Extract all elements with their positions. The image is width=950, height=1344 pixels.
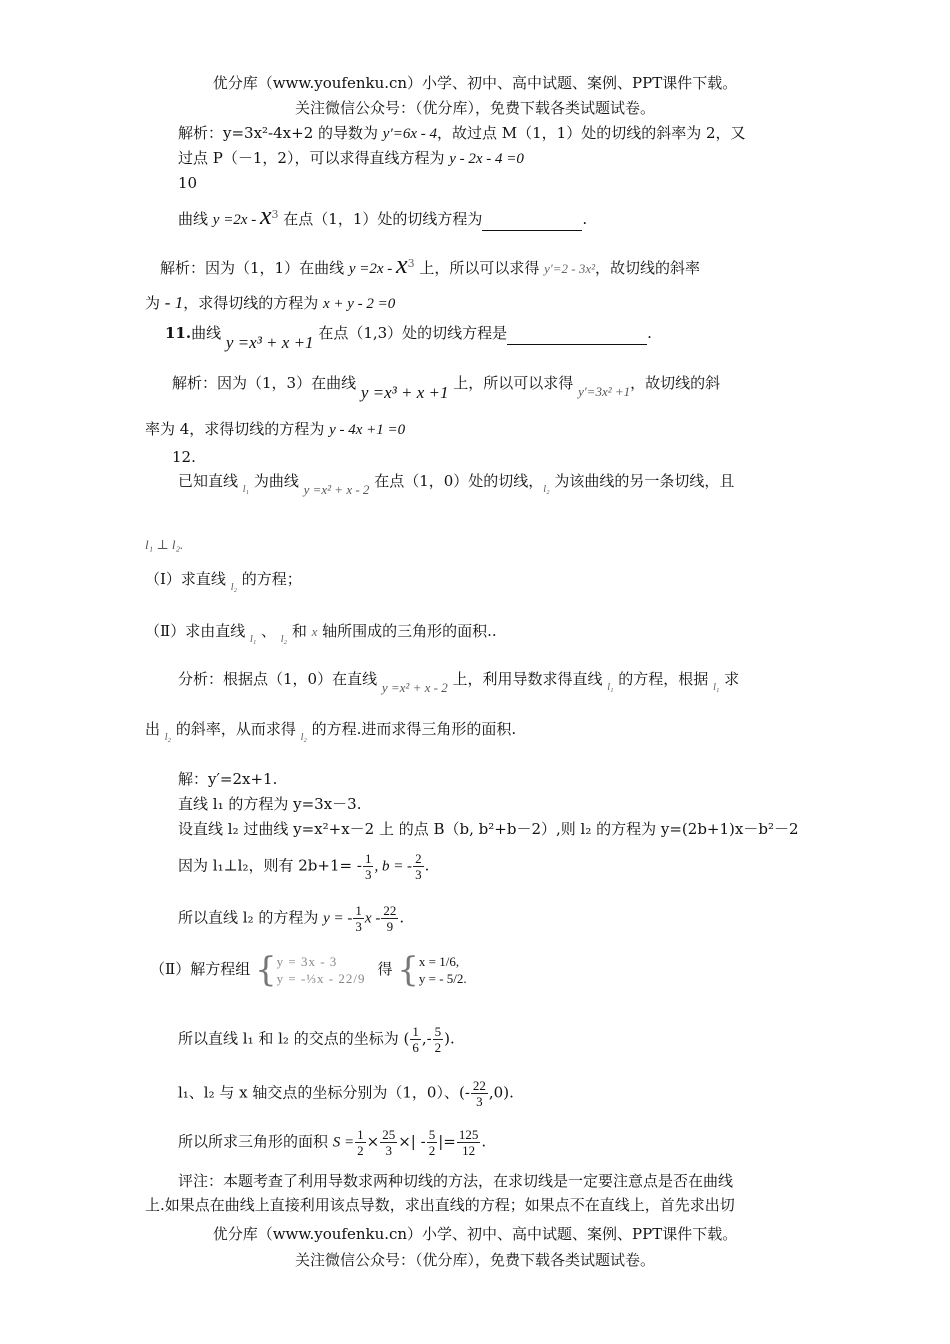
p10-number: 10 [178,174,198,192]
sol-intersection: 所以直线 l₁ 和 l₂ 的交点的坐标为 ( $\frac{1}{6}$ ,- $\frac{5}{2}$ ). [178,1024,455,1055]
sol-line5: 所以直线 l₂ 的方程为 y = - $\frac{1}{3}$ x - $\frac{22}{9}$ . [178,903,405,934]
sol-line4: 因为 l₁⊥l₂，则有 2b+1= - $\frac{1}{3}$ , b = - $\frac{2}{3}$ . [178,851,430,882]
p10-analysis-line2: 为 - 1，求得切线的方程为 x + y - 2 =0 [145,293,396,312]
sol-line2: 直线 l₁ 的方程为 y=3x－3. [178,795,362,813]
p11-analysis-line1: 解析：因为（1，3）在曲线 y =x³ + x +1 上，所以可以求得 y′=3x² +1，故切线的斜 [172,374,721,402]
comment-line1: 评注：本题考查了利用导数求两种切线的方法，在求切线是一定要注意点是否在曲线 [178,1172,734,1190]
equation-system-faded: y = 3x - 3 y = -⅓x - 22/9 [276,954,366,986]
fraction: $\frac{1}{2}$ [357,1127,364,1158]
fraction: $\frac{125}{12}$ [458,1127,479,1158]
fraction: $\frac{5}{2}$ [428,1127,436,1158]
fraction: $\frac{25}{3}$ [382,1127,396,1158]
p12-part2: （Ⅱ）求由直线 $_{l_1}$ 、 $_{l_2}$ 和 x 轴所围成的三角形的面积.. [145,622,497,645]
equation-system-solution: x = 1/6, y = - 5/2. [418,954,467,986]
p10-analysis-line1: 解析：因为（1，1）在曲线 $y =2x - x^3$ 上，所以可以求得 y′=2 - 3x²，故切线的斜率 [160,250,701,279]
header-line-2: 关注微信公众号：（优分库），免费下载各类试题试卷。 [294,99,655,117]
fraction: $\frac{22}{9}$ [383,903,397,934]
p12-question-line1: 已知直线 $_{l_1}$ 为曲线 y =x² + x - 2 在点（1，0）处的切线，$_{l_2}$ 为该曲线的另一条切线，且 [178,472,735,497]
answer-blank[interactable] [507,322,647,345]
p12-analysis-line2: 出 $_{l_2}$ 的斜率，从而求得 $_{l_2}$ 的方程.进而求得三角形的面积. [145,720,517,743]
p12-part1: （Ⅰ）求直线 $_{l_2}$ 的方程； [145,570,302,593]
footer-line-2: 关注微信公众号：（优分库），免费下载各类试题试卷。 [294,1251,655,1269]
sol-axis-points: l₁、l₂ 与 x 轴交点的坐标分别为（1，0）、(- $\frac{22}{3}$ ,0). [178,1078,514,1109]
comment-line2: 上.如果点在曲线上直接利用该点导数，求出直线的方程；如果点不在直线上，首先求出切 [145,1196,735,1214]
sol-line3: 设直线 l₂ 过曲线 y=x²+x－2 上 的点 B（b, b²+b－2）,则 l₂ 的方程为 y=(2b+1)x－b²－2 [178,820,799,838]
p11-question: 11.曲线 y =x³ + x +1 在点（1,3）处的切线方程是 . [165,324,652,352]
fraction: $\frac{5}{2}$ [434,1024,442,1055]
sol-line1: 解：y′=2x+1. [178,770,278,788]
fraction: $\frac{1}{6}$ [412,1024,419,1055]
sol-part2: （Ⅱ）解方程组 { y = 3x - 3 y = -⅓x - 22/9 得 { x = 1/6, y = - 5/2. [150,950,467,990]
sol-area: 所以所求三角形的面积 S = $\frac{1}{2}$ × $\frac{25}{3}$ ×| - $\frac{5}{2}$ |= $\frac{125}{12}$ . [178,1127,487,1158]
fraction: $\frac{22}{3}$ [472,1078,486,1109]
answer-blank[interactable] [482,208,582,231]
footer-line-1: 优分库（www.youfenku.cn）小学、初中、高中试题、案例、PPT课件下载。 [212,1225,738,1243]
p9-analysis-line2: 过点 P（－1，2），可以求得直线方程为 y - 2x - 4 =0 [178,149,524,167]
fraction: $\frac{1}{3}$ [355,903,362,934]
p10-question: 曲线 $y =2x - x^3$ 在点（1，1）处的切线方程为 . [178,201,588,230]
fraction: $\frac{2}{3}$ [415,851,422,882]
p9-analysis-line1: 解析：y=3x²-4x+2 的导数为 y′=6x - 4，故过点 M（1，1）处的切线的斜率为 2，又 [178,124,746,142]
p11-analysis-line2: 率为 4，求得切线的方程为 y - 4x +1 =0 [145,420,406,438]
header-line-1: 优分库（www.youfenku.cn）小学、初中、高中试题、案例、PPT课件下载。 [212,74,738,92]
p12-analysis-line1: 分析：根据点（1，0）在直线 y =x² + x - 2 上，利用导数求得直线 $_{l_1}$ 的方程，根据 $_{l_1}$ 求 [178,670,740,695]
fraction: $\frac{1}{3}$ [364,851,372,882]
p12-perpendicular: l₁ ⊥ l₂. [145,537,184,552]
p12-number: 12. [172,448,196,466]
